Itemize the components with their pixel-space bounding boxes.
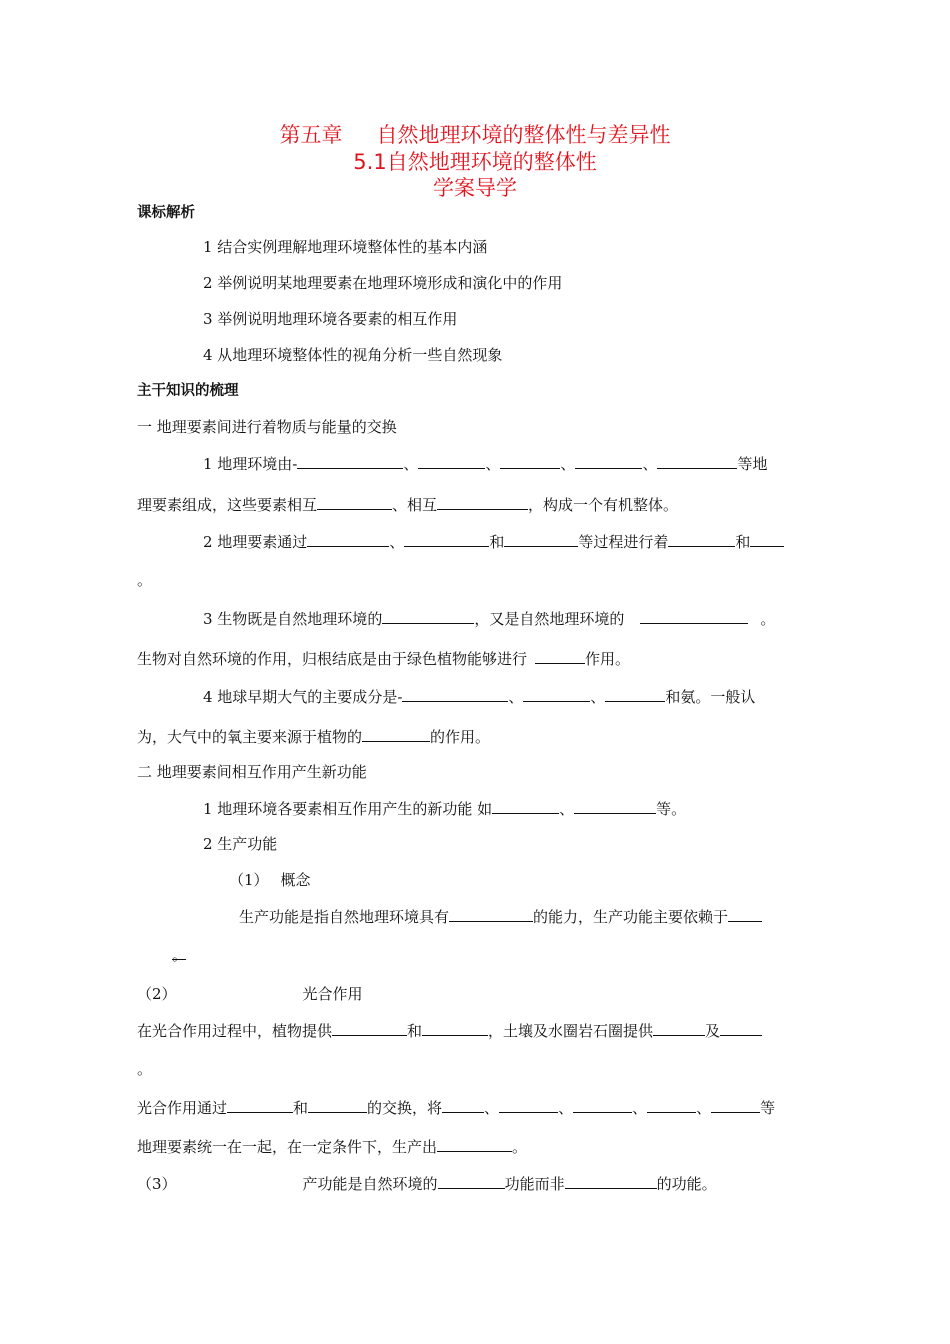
review-heading: 主干知识的梳理 <box>137 383 239 399</box>
blank[interactable] <box>653 1020 705 1036</box>
chapter-number: 第五章 <box>279 123 343 147</box>
blank[interactable] <box>575 453 642 469</box>
blank[interactable] <box>492 798 559 814</box>
part1-question-2-end: 。 <box>137 571 153 589</box>
blank[interactable] <box>535 648 585 664</box>
blank[interactable] <box>332 1020 407 1036</box>
chapter-name: 自然地理环境的整体性与差异性 <box>376 123 671 147</box>
standards-item: 3 举例说明地理环境各要素的相互作用 <box>203 310 458 328</box>
part2-sub-2-text: 在光合作用过程中，植物提供 和 ，土壤及水圈岩石圈提供 及 <box>137 1020 762 1041</box>
standards-heading: 课标解析 <box>137 205 195 221</box>
blank[interactable] <box>504 531 578 547</box>
part2-sub-2: （2） 光合作用 <box>137 985 363 1003</box>
blank[interactable] <box>362 726 430 742</box>
blank[interactable] <box>574 798 656 814</box>
part2-sub-1-text: 生产功能是指自然地理环境具有 的能力，生产功能主要依赖于 <box>239 906 762 927</box>
blank[interactable] <box>523 686 590 702</box>
blank[interactable] <box>317 494 392 510</box>
blank[interactable] <box>402 686 508 702</box>
part2-sub-1: （1） 概念 <box>229 871 311 889</box>
blank[interactable] <box>728 906 762 922</box>
blank[interactable] <box>442 1097 484 1113</box>
part1-question-4: 4 地球早期大气的主要成分是- 、 、 和氨。一般认 <box>203 688 756 706</box>
blank[interactable] <box>404 531 489 547</box>
blank[interactable] <box>647 1097 696 1113</box>
standards-item: 1 结合实例理解地理环境整体性的基本内涵 <box>203 238 488 256</box>
blank[interactable] <box>711 1097 760 1113</box>
part1-heading: 一 地理要素间进行着物质与能量的交换 <box>137 418 397 436</box>
blank[interactable] <box>418 453 485 469</box>
blank[interactable] <box>668 531 735 547</box>
section-title: 5.1自然地理环境的整体性 <box>353 150 597 174</box>
blank[interactable] <box>297 453 403 469</box>
blank[interactable] <box>565 1173 657 1189</box>
part2-sub-2-text-2: 光合作用通过 和 的交换，将 、 、 、 、 等 <box>137 1099 776 1117</box>
part1-question-4-cont: 为，大气中的氧主要来源于植物的 的作用。 <box>137 728 491 746</box>
part2-heading: 二 地理要素间相互作用产生新功能 <box>137 763 367 781</box>
part1-question-3: 3 生物既是自然地理环境的 ，又是自然地理环境的 。 <box>203 610 776 628</box>
part2-question-1: 1 地理环境各要素相互作用产生的新功能 如 、 等。 <box>203 800 687 818</box>
blank[interactable] <box>437 1136 512 1152</box>
part2-question-2: 2 生产功能 <box>203 835 278 853</box>
subtitle: 学案导学 <box>433 176 517 200</box>
blank[interactable] <box>720 1020 762 1036</box>
part1-question-3-cont: 生物对自然环境的作用，归根结底是由于绿色植物能够进行 作用。 <box>137 650 631 668</box>
blank[interactable] <box>750 531 784 547</box>
standards-item: 2 举例说明某地理要素在地理环境形成和演化中的作用 <box>203 274 563 292</box>
standards-item: 4 从地理环境整体性的视角分析一些自然现象 <box>203 346 503 364</box>
blank[interactable] <box>308 1097 367 1113</box>
part2-sub-1-end: 。 <box>172 946 188 964</box>
blank[interactable] <box>657 453 737 469</box>
part2-sub-2-end: 。 <box>137 1060 153 1078</box>
blank[interactable] <box>500 453 560 469</box>
blank[interactable] <box>437 494 528 510</box>
blank[interactable] <box>438 1173 505 1189</box>
blank[interactable] <box>499 1097 558 1113</box>
blank[interactable] <box>227 1097 293 1113</box>
part1-question-1: 1 地理环境由- 、 、 、 、 等地 <box>203 455 768 473</box>
blank[interactable] <box>307 531 389 547</box>
part1-question-1-cont: 理要素组成，这些要素相互 、相互 ，构成一个有机整体。 <box>137 496 679 514</box>
blank[interactable] <box>640 608 748 624</box>
blank[interactable] <box>449 906 533 922</box>
blank[interactable] <box>605 686 665 702</box>
part1-question-2: 2 地理要素通过 、 和 等过程进行着 和 <box>203 531 784 552</box>
blank[interactable] <box>382 608 474 624</box>
blank[interactable] <box>573 1097 632 1113</box>
chapter-title <box>0 122 950 148</box>
part2-sub-2-text-3: 地理要素统一在一起，在一定条件下，生产出 。 <box>137 1138 528 1156</box>
blank[interactable] <box>422 1020 488 1036</box>
part2-sub-3: （3） 产功能是自然环境的 功能而非 的功能。 <box>137 1175 717 1193</box>
